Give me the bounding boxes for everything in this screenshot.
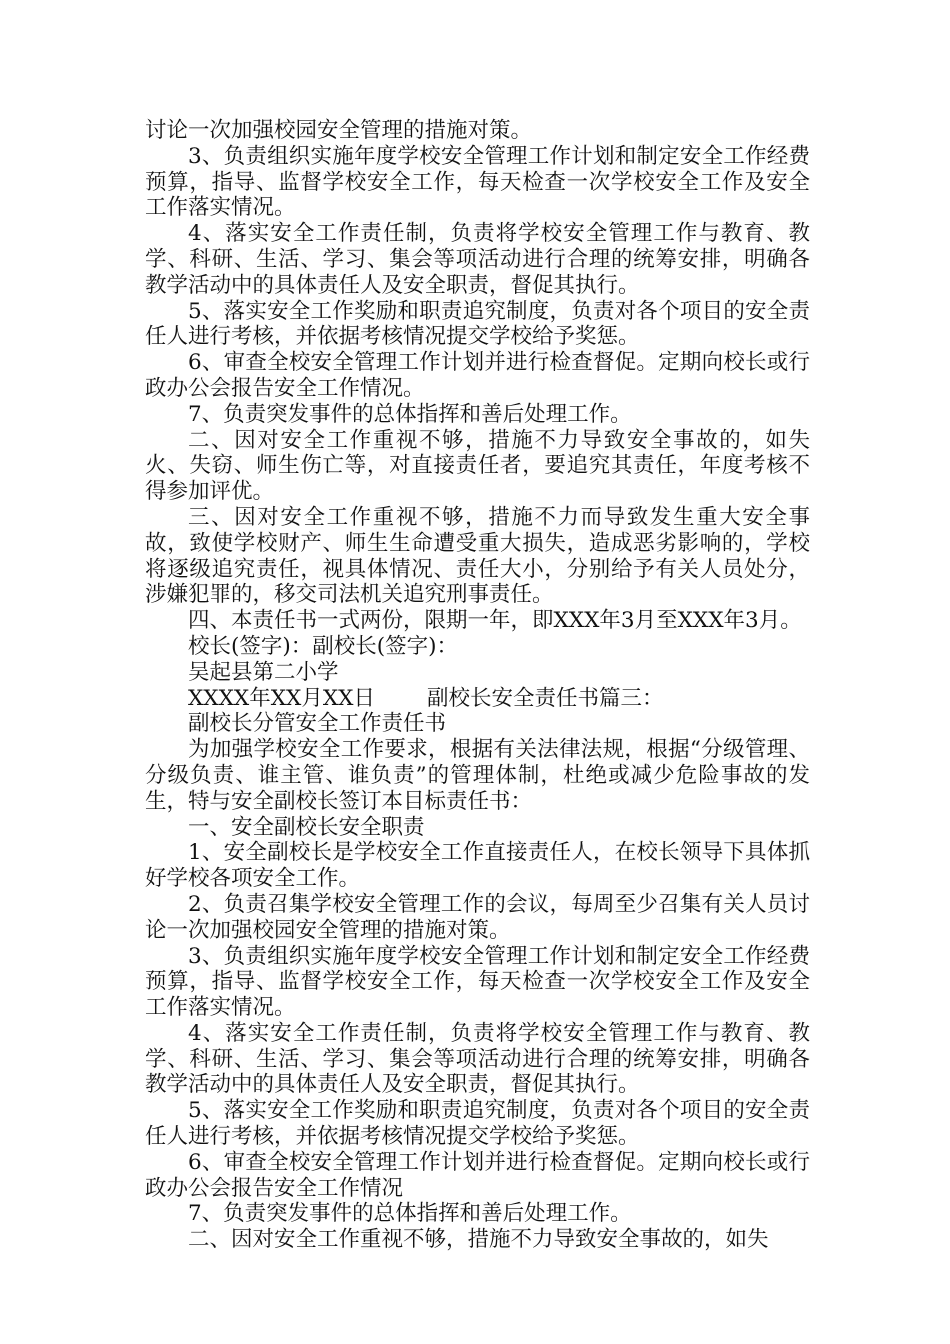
paragraph: 6、审查全校安全管理工作计划并进行检查督促。定期向校长或行政办公会报告安全工作情况 xyxy=(145,1149,810,1201)
paragraph: 3、负责组织实施年度学校安全管理工作计划和制定安全工作经费预算，指导、监督学校安全工作，每天检查一次学校安全工作及安全工作落实情况。 xyxy=(145,943,810,1021)
document-title: 副校长分管安全工作责任书 xyxy=(188,711,447,737)
paragraph: 7、负责突发事件的总体指挥和善后处理工作。 xyxy=(188,1201,632,1227)
date-line xyxy=(145,686,810,712)
paragraph: 2、负责召集学校安全管理工作的会议，每周至少召集有关人员讨论一次加强校园安全管理的措施对策。 xyxy=(145,891,810,943)
paragraph: 1、安全副校长是学校安全工作直接责任人，在校长领导下具体抓好学校各项安全工作。 xyxy=(145,840,810,892)
paragraph: 讨论一次加强校园安全管理的措施对策。 xyxy=(145,118,533,143)
paragraph: 4、落实安全工作责任制，负责将学校安全管理工作与教育、教学、科研、生活、学习、集会等项活动进行合理的统筹安排，明确各教学活动中的具体责任人及安全职责，督促其执行。 xyxy=(145,221,810,298)
paragraph: 7、负责突发事件的总体指挥和善后处理工作。 xyxy=(188,401,632,427)
school-name: 吴起县第二小学 xyxy=(188,659,339,685)
paragraph: 为加强学校安全工作要求，根据有关法律法规，根据“分级管理、分级负责、谁主管、谁负责”的管理体制，杜绝或减少危险事故的发生，特与安全副校长签订本目标责任书： xyxy=(145,737,810,814)
section-heading: 一、安全副校长安全职责 xyxy=(188,814,425,840)
section-heading: 副校长安全责任书篇三： xyxy=(426,685,664,711)
signature-line: 校长(签字)：副校长(签字)： xyxy=(188,633,459,659)
paragraph: 二、因对安全工作重视不够，措施不力导致安全事故的，如失火、失窃、师生伤亡等，对直接责任者，要追究其责任，年度考核不得参加评优。 xyxy=(145,427,810,505)
date-text: XXXX年XX月XX日 xyxy=(188,685,375,711)
paragraph: 3、负责组织实施年度学校安全管理工作计划和制定安全工作经费预算，指导、监督学校安全工作，每天检查一次学校安全工作及安全工作落实情况。 xyxy=(145,143,810,221)
paragraph: 5、落实安全工作奖励和职责追究制度，负责对各个项目的安全责任人进行考核，并依据考核情况提交学校给予奖惩。 xyxy=(145,298,810,350)
paragraph: 四、本责任书一式两份，限期一年，即XXX年3月至XXX年3月。 xyxy=(188,608,802,634)
paragraph: 6、审查全校安全管理工作计划并进行检查督促。定期向校长或行政办公会报告安全工作情况。 xyxy=(145,350,810,401)
paragraph: 4、落实安全工作责任制，负责将学校安全管理工作与教育、教学、科研、生活、学习、集会等项活动进行合理的统筹安排，明确各教学活动中的具体责任人及安全职责，督促其执行。 xyxy=(145,1020,810,1098)
document-body xyxy=(145,118,810,1253)
paragraph: 5、落实安全工作奖励和职责追究制度，负责对各个项目的安全责任人进行考核，并依据考核情况提交学校给予奖惩。 xyxy=(145,1098,810,1150)
paragraph: 二、因对安全工作重视不够，措施不力导致安全事故的，如失 xyxy=(188,1227,769,1253)
paragraph: 三、因对安全工作重视不够，措施不力而导致发生重大安全事故，致使学校财产、师生生命遭受重大损失，造成恶劣影响的，学校将逐级追究责任，视具体情况、责任大小，分别给予有关人员处分，涉嫌犯罪的，移交司法机关追究刑事责任。 xyxy=(145,504,810,608)
